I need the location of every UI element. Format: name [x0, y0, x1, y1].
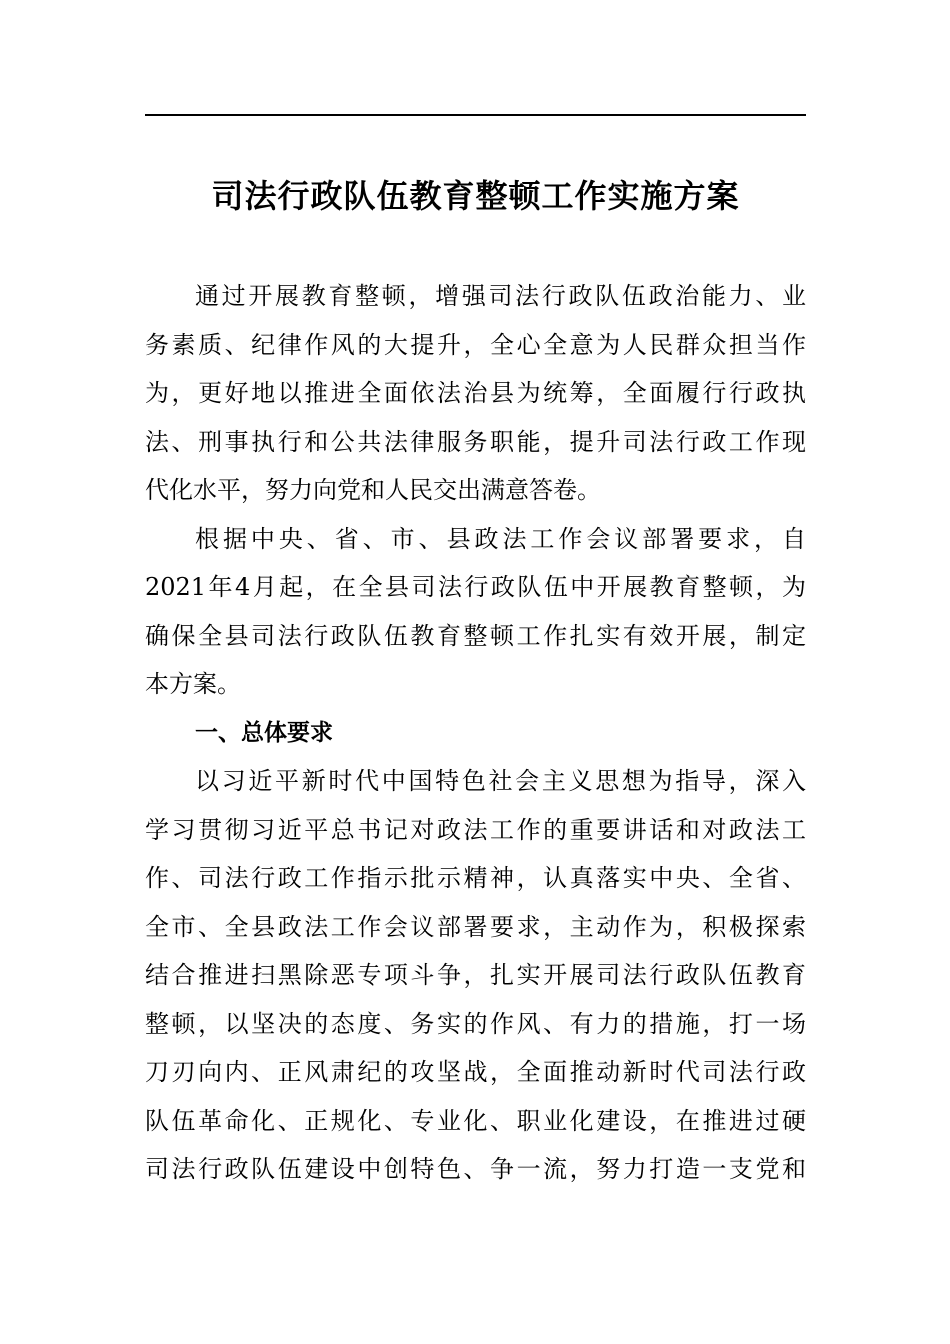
- paragraph-line: 作、司法行政工作指示批示精神，认真落实中央、全省、: [145, 864, 806, 892]
- document-body: [145, 272, 806, 1194]
- paragraph-line: 队伍革命化、正规化、专业化、职业化建设，在推进过硬: [145, 1106, 806, 1135]
- paragraph-line: 全市、全县政法工作会议部署要求，主动作为，积极探索: [145, 912, 806, 941]
- paragraph-general-requirements: [145, 757, 806, 1194]
- paragraph-line: 法、刑事执行和公共法律服务职能，提升司法行政工作现: [145, 427, 806, 456]
- paragraph-line: 本方案。: [145, 670, 241, 698]
- paragraph-line: 司法行政队伍建设中创特色、争一流，努力打造一支党和: [145, 1155, 806, 1183]
- paragraph-line: 以习近平新时代中国特色社会主义思想为指导，深入: [195, 767, 806, 795]
- paragraph-line: 务素质、纪律作风的大提升，全心全意为人民群众担当作: [145, 330, 806, 359]
- header-rule: [145, 114, 806, 116]
- paragraph-line: 根据中央、省、市、县政法工作会议部署要求，自: [195, 524, 806, 553]
- section-heading: 一、总体要求: [195, 719, 333, 746]
- paragraph-basis: [145, 515, 806, 709]
- paragraph-line: 结合推进扫黑除恶专项斗争，扎实开展司法行政队伍教育: [145, 961, 806, 989]
- paragraph-line: 通过开展教育整顿，增强司法行政队伍政治能力、业: [195, 282, 806, 310]
- paragraph-intro: [145, 272, 806, 515]
- document-title: 司法行政队伍教育整顿工作实施方案: [211, 177, 740, 215]
- paragraph-line: 整顿，以坚决的态度、务实的作风、有力的措施，打一场: [145, 1009, 806, 1038]
- paragraph-line: 代化水平，努力向党和人民交出满意答卷。: [145, 476, 601, 504]
- paragraph-line: 2021年4月起，在全县司法行政队伍中开展教育整顿，为: [145, 573, 806, 601]
- paragraph-line: 确保全县司法行政队伍教育整顿工作扎实有效开展，制定: [145, 621, 806, 650]
- paragraph-line: 刀刃向内、正风肃纪的攻坚战，全面推动新时代司法行政: [145, 1058, 806, 1086]
- paragraph-line: 学习贯彻习近平总书记对政法工作的重要讲话和对政法工: [145, 815, 806, 844]
- paragraph-line: 为，更好地以推进全面依法治县为统筹，全面履行行政执: [145, 379, 806, 407]
